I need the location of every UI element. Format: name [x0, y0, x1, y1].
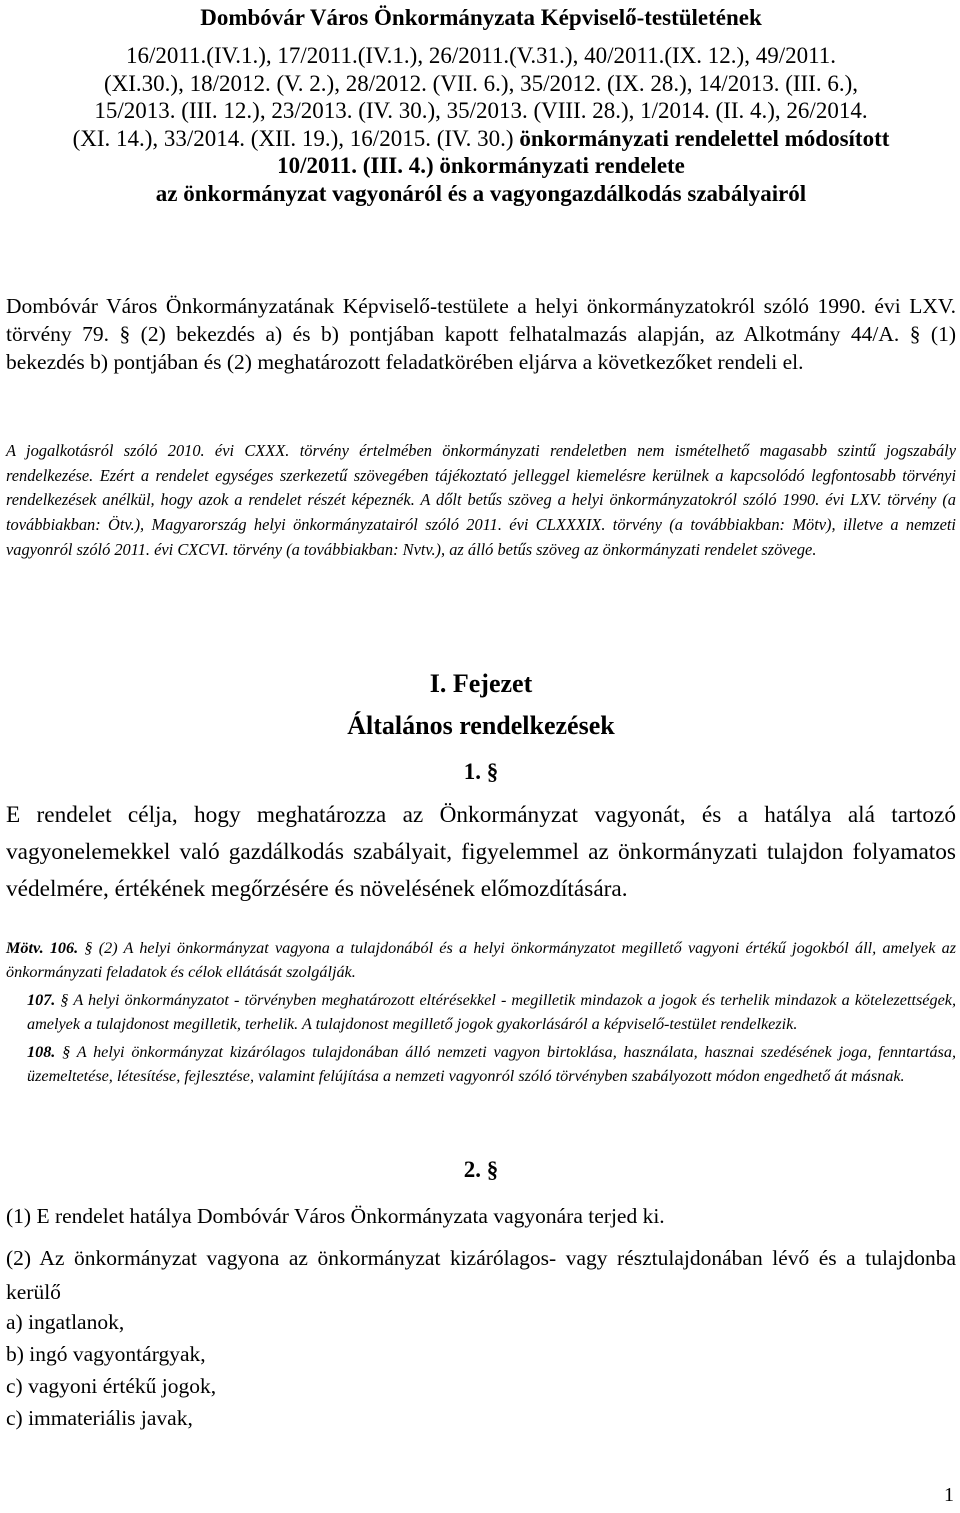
law-references — [6, 937, 956, 1093]
document-title: Dombóvár Város Önkormányzata Képviselő-testületének — [200, 5, 762, 30]
amendment-list: (XI. 14.), 33/2014. (XII. 19.), 16/2015. (IV. 30.) — [72, 125, 514, 151]
chapter-title: Általános rendelkezések — [347, 711, 615, 740]
subtitle-line — [6, 125, 956, 153]
section-1-number: 1. § — [463, 759, 499, 784]
list-item: b) ingó vagyontárgyak, — [6, 1342, 206, 1366]
list-item: c) immateriális javak, — [6, 1406, 193, 1430]
reference-label: 108. — [27, 1043, 56, 1061]
explanatory-note — [6, 439, 956, 563]
note-italic-part-2: Ezért a rendelet egységes szerkezetű szövegében tájékoztató jelleggel kiemelésre kerülnek a kapcsolódó legfontosabb törvényi rendelkezések anélkül, hogy azok a rendelet részét képeznék. A dőlt betűs szöveg a helyi önkormányzatokról szóló 1990. évi LXV. törvény (a továbbiakban: Ötv.), Magyarország helyi önkormányzatairól szóló 2011. évi CLXXXIX. törvény (a továbbiakban: Mötv), illetve a nemzeti vagyonról szóló 2011. évi CXCVI. törvény (a továbbiakban: Nvtv.), az álló betűs szöveg az önkormányzati rendelet szövege. — [6, 465, 956, 559]
preamble: Dombóvár Város Önkormányzatának Képviselő-testülete a helyi önkormányzatokról szóló 1990. évi LXV. törvény 79. § (2) bekezdés a) és b) pontjában kapott felhatalmazás alapján, az Alkotmány 44/A. § (1) bekezdés b) pontjában és (2) meghatározott feladatkörében eljárva a következőket rendeli el. — [6, 294, 956, 374]
reference-text: § A helyi önkormányzat kizárólagos tulajdonában álló nemzeti vagyon birtoklása, használata, hasznai szedésének joga, fenntartása, üzemeltetése, létesítése, fejlesztése, valamint felújítása a nemzeti vagyonról szóló törvényben szabályozott módon engedhető át másnak. — [27, 1043, 956, 1085]
section-2-number: 2. § — [463, 1157, 499, 1182]
subtitle-line: 15/2013. (III. 12.), 23/2013. (IV. 30.), 35/2013. (VIII. 28.), 1/2014. (II. 4.), 26/2014. — [94, 98, 868, 124]
reference-label: Mötv. 106. — [6, 939, 79, 957]
reference-text: § A helyi önkormányzatot - törvényben meghatározott eltérésekkel - megilletik mindazok a jogok és terhelik mindazok a kötelezettségek, amelyek a tulajdonost megilletik, terhelik. A tulajdonost megillető jogok gyakorlásáról a képviselő-testület rendelkezik. — [27, 991, 956, 1033]
asset-list — [6, 1306, 216, 1434]
section-2-para-2: (2) Az önkormányzat vagyona az önkormányzat kizárólagos- vagy résztulajdonában lévő és a tulajdonba kerülő — [6, 1246, 956, 1304]
law-reference — [6, 937, 956, 984]
subtitle-line: (XI.30.), 18/2012. (V. 2.), 28/2012. (VII. 6.), 35/2012. (IX. 28.), 14/2013. (III. 6.), — [104, 70, 858, 96]
list-item: a) ingatlanok, — [6, 1310, 125, 1334]
section-1-text: E rendelet célja, hogy meghatározza az Önkormányzat vagyonát, és a hatálya alá tartozó vagyonelemekkel való gazdálkodás szabályait, figyelemmel az önkormányzati tulajdon folyamatos védelmére, értékének megőrzésére és növelésének előmozdítására. — [6, 802, 956, 902]
list-item: c) vagyoni értékű jogok, — [6, 1374, 217, 1398]
page-number: 1 — [944, 1484, 954, 1506]
note-italic-part: A jogalkotásról szóló 2010. évi CXXX. törvény értelmében önkormányzati rendeletben nem ismételhető magasabb szintű jogszabály rendelkezése. — [6, 441, 956, 485]
reference-label: 107. — [27, 991, 56, 1009]
law-reference — [6, 1041, 956, 1088]
law-reference — [6, 989, 956, 1036]
reference-text: § (2) A helyi önkormányzat vagyona a tulajdonából és a helyi önkormányzatot megillető vagyoni értékű jogokból áll, amelyek az önkormányzati feladatok és célok ellátását szolgálják. — [6, 939, 956, 981]
chapter-number: I. Fejezet — [429, 669, 533, 698]
regulation-number: 10/2011. (III. 4.) önkormányzati rendelete — [277, 153, 685, 179]
regulation-subject: az önkormányzat vagyonáról és a vagyongazdálkodás szabályairól — [155, 180, 807, 206]
subtitle-line: 16/2011.(IV.1.), 17/2011.(IV.1.), 26/2011.(V.31.), 40/2011.(IX. 12.), 49/2011. — [126, 43, 836, 68]
section-2-para-1: (1) E rendelet hatálya Dombóvár Város Önkormányzata vagyonára terjed ki. — [6, 1204, 665, 1228]
amendment-label: önkormányzati rendelettel módosított — [513, 125, 890, 151]
document-subtitle — [6, 42, 956, 208]
